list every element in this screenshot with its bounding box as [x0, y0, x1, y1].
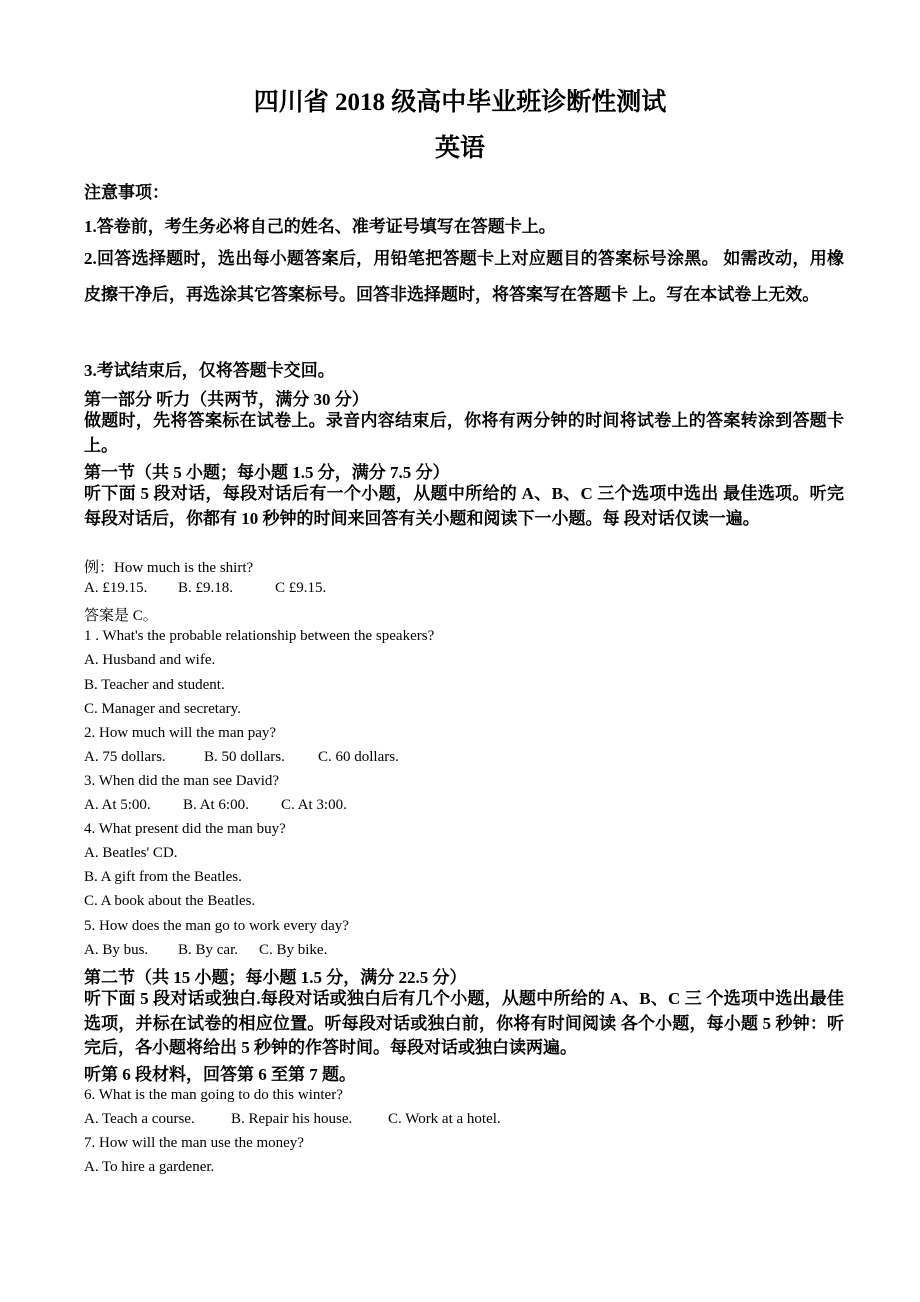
section1-heading: 第一节（共 5 小题；每小题 1.5 分，满分 7.5 分） [84, 463, 450, 482]
part1-heading: 第一部分 听力（共两节，满分 30 分） [84, 390, 369, 409]
example-question: 例：How much is the shirt? [84, 560, 254, 576]
q6-option-b: B. Repair his house. [231, 1111, 353, 1127]
q5-question: 5. How does the man go to work every day? [84, 918, 349, 934]
example-option-c: C £9.15. [275, 580, 327, 596]
q2-options [84, 749, 399, 766]
q4-option-a: A. Beatles' CD. [84, 845, 178, 861]
q4-option-b: B. A gift from the Beatles. [84, 869, 242, 885]
q2-option-b: B. 50 dollars. [204, 749, 285, 765]
q1-option-c: C. Manager and secretary. [84, 701, 241, 717]
q5-option-b: B. By car. [178, 942, 238, 958]
q2-question: 2. How much will the man pay? [84, 725, 277, 741]
example-option-a: A. £19.15. [84, 580, 148, 596]
q5-option-a: A. By bus. [84, 942, 149, 958]
example-option-b: B. £9.18. [178, 580, 234, 596]
subject-title: 英语 [434, 135, 485, 162]
q6-option-a: A. Teach a course. [84, 1111, 195, 1127]
q6-options [84, 1111, 501, 1128]
q1-option-b: B. Teacher and student. [84, 677, 225, 693]
example-options [84, 580, 326, 597]
q3-options [84, 797, 347, 814]
q3-option-a: A. At 5:00. [84, 797, 151, 813]
notice-item-3: 3.考试结束后，仅将答题卡交回。 [84, 361, 335, 380]
q2-option-a: A. 75 dollars. [84, 749, 166, 765]
notice-item-1: 1.答卷前，考生务必将自己的姓名、准考证号填写在答题卡上。 [84, 217, 556, 236]
notice-item-2: 2.回答选择题时，选出每小题答案后，用铅笔把答题卡上对应题目的答案标号涂黑。 如需改动，用橡皮擦干净后，再选涂其它答案标号。回答非选择题时，将答案写在答题卡 上。写在本试卷上无效。 [84, 249, 844, 304]
q2-option-c: C. 60 dollars. [318, 749, 399, 765]
q1-option-a: A. Husband and wife. [84, 652, 216, 668]
q6-question: 6. What is the man going to do this winter? [84, 1087, 343, 1103]
part1-intro: 做题时，先将答案标在试卷上。录音内容结束后，你将有两分钟的时间将试卷上的答案转涂到答题卡上。 [84, 411, 844, 455]
example-answer: 答案是 C。 [84, 608, 158, 624]
section2-heading: 第二节（共 15 小题；每小题 1.5 分，满分 22.5 分） [84, 968, 467, 987]
q7-option-a: A. To hire a gardener. [84, 1159, 215, 1175]
q3-option-c: C. At 3:00. [281, 797, 347, 813]
q7-question: 7. How will the man use the money? [84, 1135, 304, 1151]
exam-title: 四川省 2018 级高中毕业班诊断性测试 [253, 89, 667, 116]
q3-option-b: B. At 6:00. [183, 797, 249, 813]
section1-intro: 听下面 5 段对话，每段对话后有一个小题，从题中所给的 A、B、C 三个选项中选出 最佳选项。听完每段对话后，你都有 10 秒钟的时间来回答有关小题和阅读下一小题。每 段对话仅读一遍。 [84, 484, 844, 528]
section2-intro: 听下面 5 段对话或独白.每段对话或独白后有几个小题，从题中所给的 A、B、C 三 个选项中选出最佳选项，并标在试卷的相应位置。听每段对话或独白前，你将有时间阅读 各个小题，每小题 5 秒钟：听完后，各小题将给出 5 秒钟的作答时间。每段对话或独白读两遍。 [84, 989, 844, 1057]
section2-material: 听第 6 段材料，回答第 6 至第 7 题。 [84, 1065, 356, 1084]
q4-question: 4. What present did the man buy? [84, 821, 286, 837]
q1-question: 1 . What's the probable relationship between the speakers? [84, 628, 435, 644]
q6-option-c: C. Work at a hotel. [388, 1111, 501, 1127]
notice-heading: 注意事项： [84, 183, 169, 202]
q5-option-c: C. By bike. [259, 942, 328, 958]
q3-question: 3. When did the man see David? [84, 773, 280, 789]
q5-options [84, 942, 327, 959]
q4-option-c: C. A book about the Beatles. [84, 893, 256, 909]
